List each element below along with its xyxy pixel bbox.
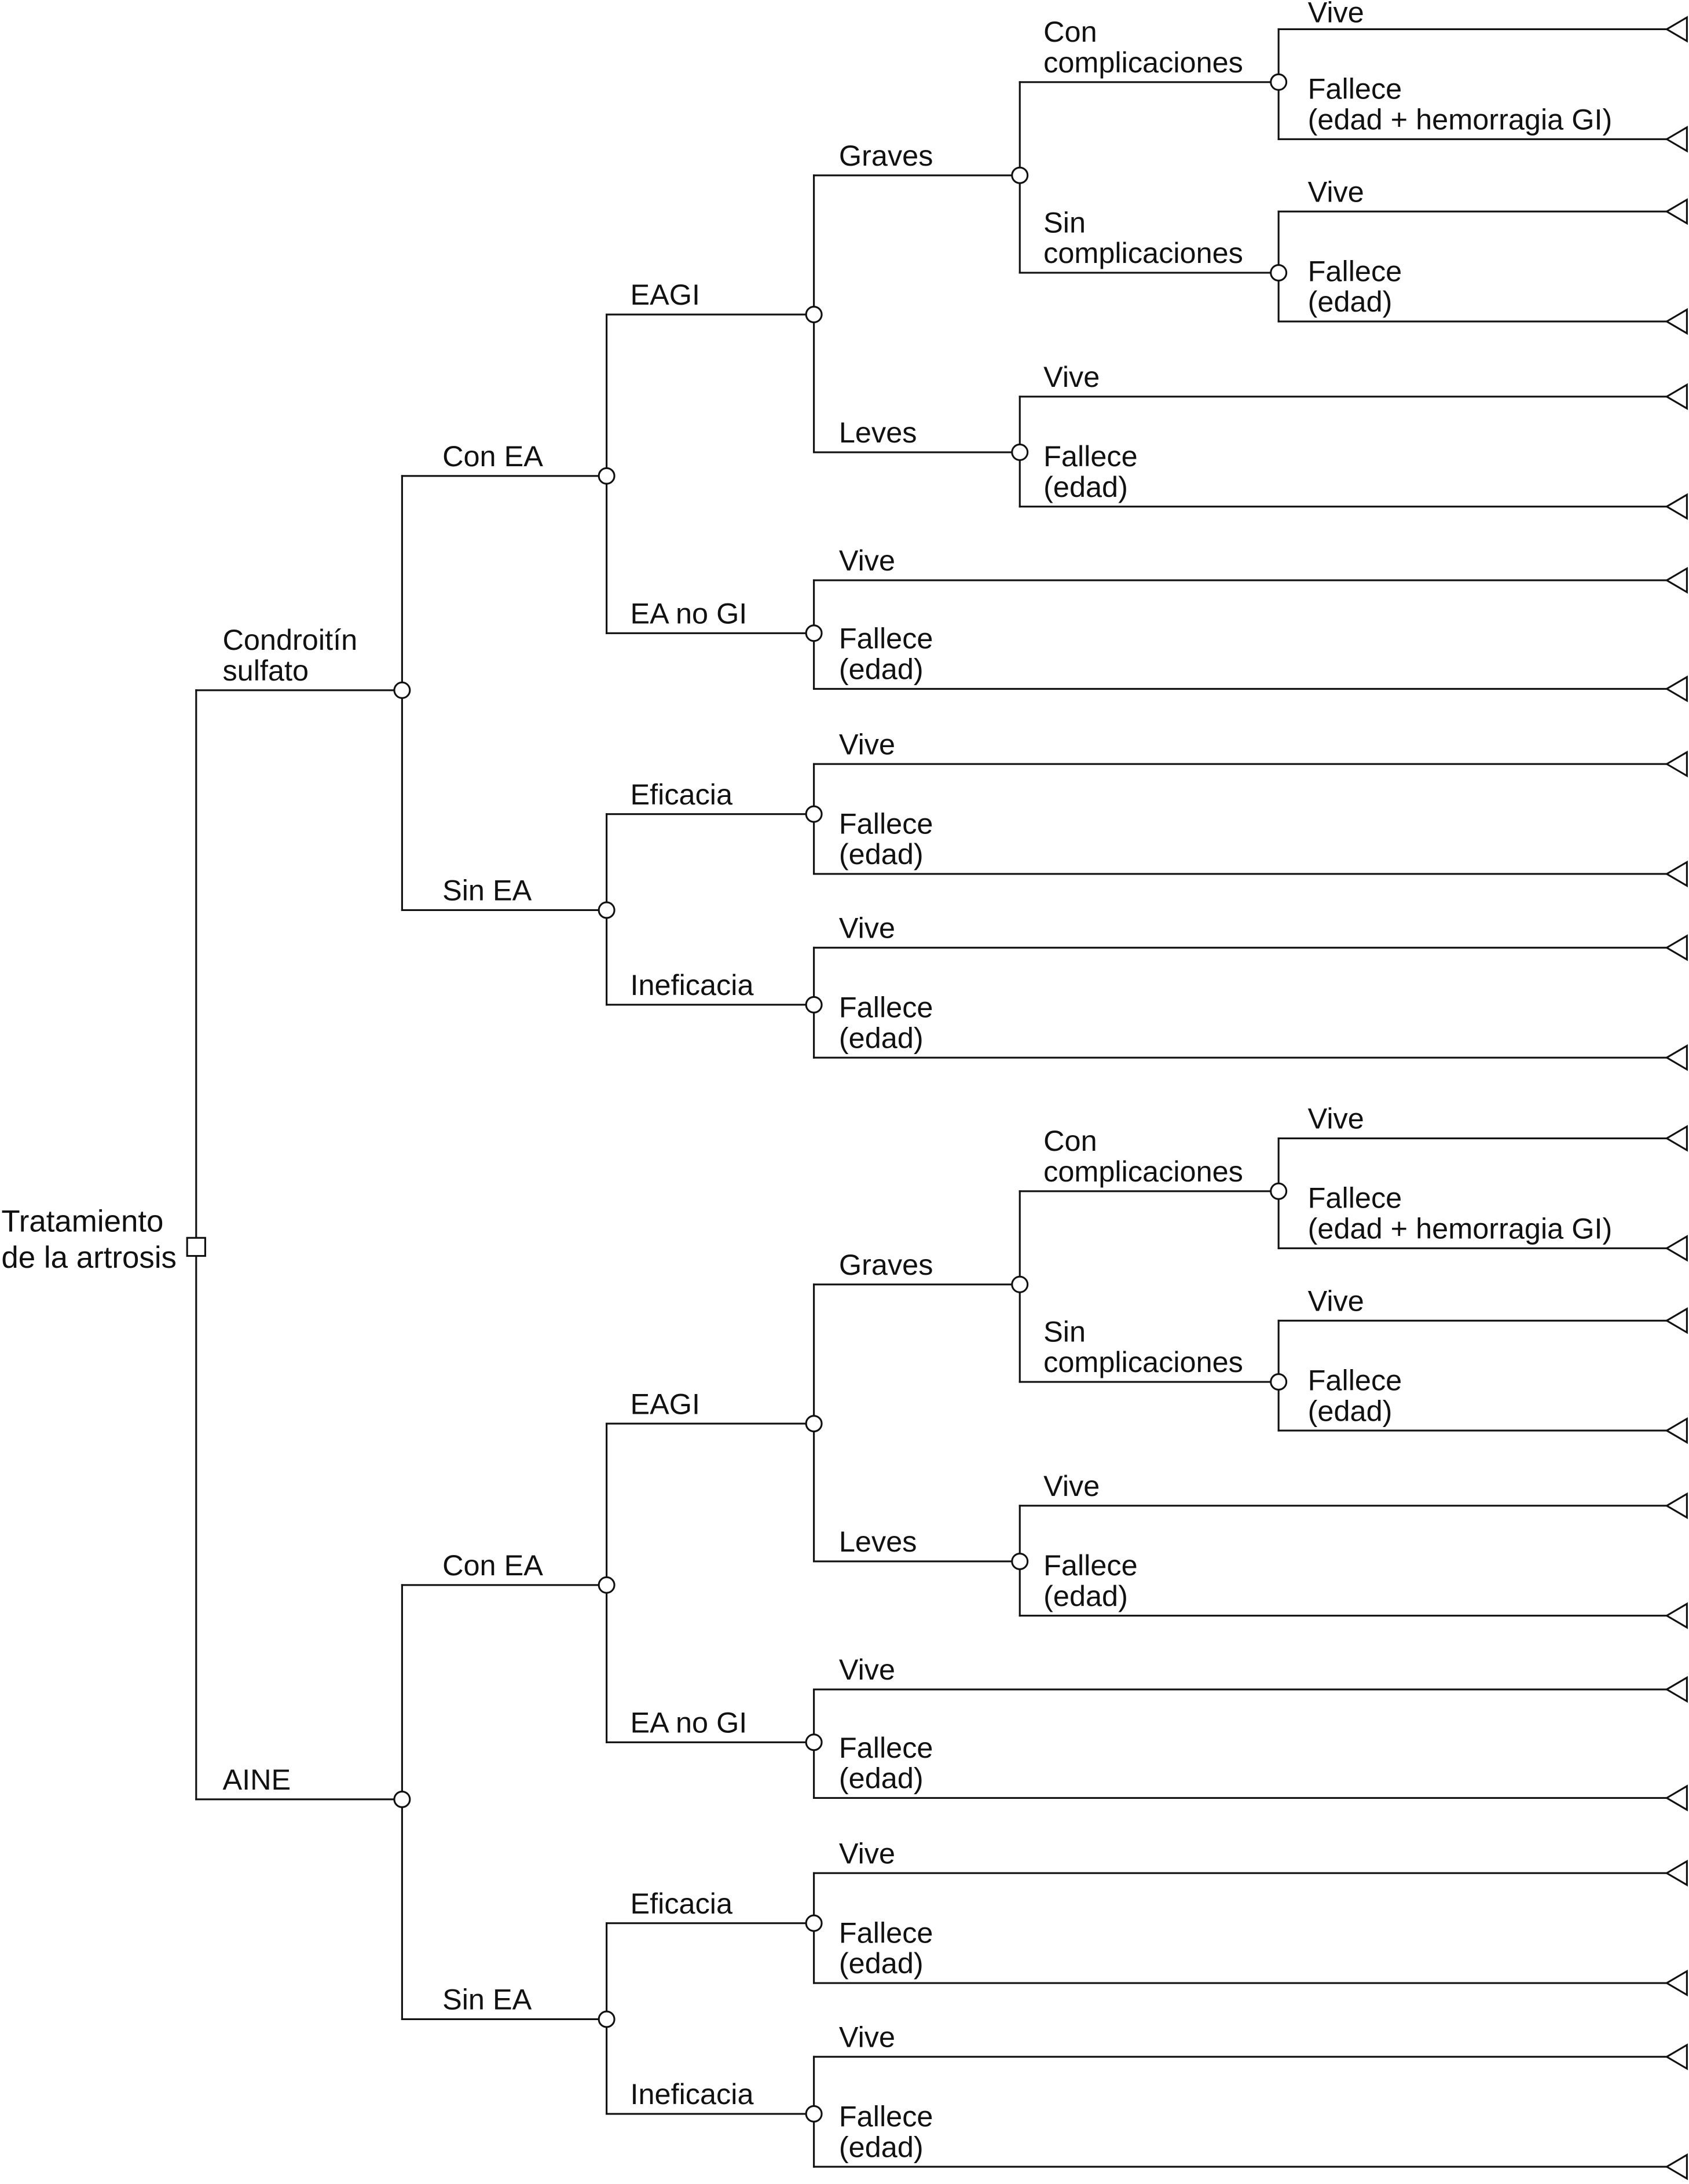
branch-label-fallece-edad	[839, 807, 933, 870]
branch-label-vive	[839, 727, 895, 760]
decision-node	[187, 1238, 205, 1256]
branch-label-vive	[839, 1837, 895, 1870]
label-text: complicaciones	[1043, 236, 1243, 270]
label-text: Leves	[838, 416, 917, 449]
label-text: (edad)	[838, 652, 924, 686]
label-text: AINE	[222, 1763, 291, 1797]
label-text: Fallece	[838, 1916, 933, 1949]
chance-node	[394, 682, 410, 698]
branch-label-fallece-edad	[839, 1916, 933, 1980]
label-text: EA no GI	[630, 597, 748, 630]
label-text: Vive	[1307, 1284, 1364, 1318]
chance-node	[1271, 265, 1287, 281]
label-text: Fallece	[838, 1731, 933, 1764]
label-text: (edad)	[1307, 285, 1393, 319]
label-text: Con EA	[442, 1548, 543, 1582]
chance-node	[806, 1416, 822, 1432]
label-text: Sin EA	[442, 1982, 532, 2016]
branch-label-ea-no-gi	[630, 597, 747, 630]
chance-node	[599, 468, 614, 484]
label-text: Eficacia	[630, 1886, 733, 1920]
branch-label-vive	[839, 544, 895, 577]
branch-label-con-ea	[442, 440, 543, 473]
chance-node	[806, 1735, 822, 1750]
label-text: Fallece	[1307, 72, 1402, 105]
branch-label-vive	[1308, 0, 1364, 28]
label-text: Vive	[838, 1837, 896, 1870]
label-text: (edad)	[838, 1947, 924, 1980]
chance-node	[1012, 1554, 1028, 1570]
label-text: Ineficacia	[630, 968, 754, 1002]
label-text: Fallece	[838, 990, 933, 1024]
label-text: Ineficacia	[630, 2077, 754, 2111]
label-text: Tratamiento	[1, 1204, 164, 1239]
branch-label-sin-ea	[442, 1983, 532, 2016]
label-text: Leves	[838, 1525, 917, 1559]
label-text: (edad)	[1043, 1579, 1128, 1612]
branch-label-ea-no-gi	[630, 1706, 747, 1739]
label-text: Sin	[1043, 206, 1086, 239]
label-text: Fallece	[1307, 1363, 1402, 1397]
label-text: (edad + hemorragia GI)	[1307, 1212, 1613, 1245]
branch-label-vive	[839, 2021, 895, 2054]
branch-label-leves	[839, 1525, 917, 1558]
label-text: (edad)	[838, 2130, 924, 2164]
label-text: complicaciones	[1043, 45, 1243, 79]
label-text: Eficacia	[630, 777, 733, 811]
label-text: Vive	[838, 2020, 896, 2054]
label-text: Vive	[1307, 175, 1364, 208]
label-text: Con	[1043, 15, 1097, 49]
label-text: Vive	[838, 911, 896, 945]
chance-node	[599, 2011, 614, 2027]
label-text: Sin	[1043, 1315, 1086, 1348]
label-text: Con EA	[442, 439, 543, 473]
chance-node	[806, 997, 822, 1012]
label-text: (edad)	[838, 1021, 924, 1055]
branch-label-fallece-edad	[1043, 1549, 1138, 1612]
branch-label-fallece-edad	[1308, 254, 1402, 318]
branch-label-fallece-edad	[839, 1731, 933, 1795]
label-text: EAGI	[630, 278, 700, 312]
branch-label-sin-ea	[442, 874, 532, 907]
chance-node	[1271, 1183, 1287, 1199]
label-text: (edad)	[838, 1761, 924, 1795]
label-text: de la artrosis	[1, 1240, 177, 1275]
branch-label-vive	[1043, 1469, 1100, 1502]
label-text: (edad)	[1043, 470, 1128, 503]
branch-label-graves	[839, 139, 933, 172]
branch-label-ineficacia	[630, 968, 754, 1001]
chance-node	[806, 1915, 822, 1931]
branch-label-vive	[1308, 1284, 1364, 1317]
chance-node	[1271, 74, 1287, 90]
branch-label-fallece-edad	[839, 622, 933, 686]
label-text: Vive	[838, 1653, 896, 1687]
chance-node	[599, 1577, 614, 1593]
branch-label-vive	[839, 912, 895, 945]
label-text: complicaciones	[1043, 1345, 1243, 1379]
branch-label-vive	[1043, 360, 1100, 393]
label-text: EA no GI	[630, 1706, 748, 1739]
label-text: Fallece	[1043, 439, 1138, 473]
label-text: Vive	[838, 727, 896, 761]
branch-label-fallece-edad	[839, 990, 933, 1054]
chance-node	[394, 1791, 410, 1807]
chance-node	[806, 2106, 822, 2121]
label-text: Con	[1043, 1124, 1097, 1158]
branch-label-ineficacia	[630, 2077, 754, 2110]
label-text: EAGI	[630, 1387, 700, 1421]
branch-label-eficacia	[630, 778, 733, 811]
label-text: Sin EA	[442, 873, 532, 907]
branch-label-graves	[839, 1248, 933, 1281]
chance-node	[1271, 1374, 1287, 1390]
branch-label-vive	[1308, 175, 1364, 208]
label-text: (edad + hemorragia GI)	[1307, 103, 1613, 136]
label-text: Fallece	[838, 807, 933, 840]
label-text: (edad)	[838, 837, 924, 871]
label-text: sulfato	[222, 653, 309, 687]
chance-node	[599, 902, 614, 918]
branch-label-fallece-edad	[1308, 1363, 1402, 1427]
chance-node	[806, 625, 822, 641]
branch-label-eagi	[630, 1387, 700, 1420]
branch-label-eagi	[630, 278, 700, 311]
branch-label-aine	[222, 1763, 291, 1796]
label-text: Vive	[1307, 1102, 1364, 1135]
label-text: Fallece	[1043, 1548, 1138, 1582]
label-text: Graves	[838, 1248, 933, 1281]
label-text: Condroitín	[222, 623, 358, 657]
label-text: Vive	[1043, 1469, 1100, 1503]
chance-node	[806, 307, 822, 323]
chance-node	[806, 806, 822, 822]
branch-label-vive	[1308, 1102, 1364, 1135]
branch-label-fallece-edad	[839, 2100, 933, 2164]
label-text: Vive	[1043, 360, 1100, 394]
chance-node	[1012, 444, 1028, 460]
chance-node	[1012, 1276, 1028, 1292]
branch-label-leves	[839, 416, 917, 449]
label-text: (edad)	[1307, 1394, 1393, 1428]
label-text: Fallece	[1307, 254, 1402, 288]
branch-label-vive	[839, 1653, 895, 1686]
label-text: Fallece	[838, 2099, 933, 2133]
label-text: complicaciones	[1043, 1155, 1243, 1188]
branch-label-eficacia	[630, 1887, 733, 1920]
branch-label-con-ea	[442, 1549, 543, 1582]
label-text: Fallece	[1307, 1181, 1402, 1214]
label-text: Fallece	[838, 621, 933, 655]
label-text: Vive	[1307, 0, 1364, 29]
label-text: Vive	[838, 544, 896, 577]
branch-label-fallece-edad	[1043, 440, 1138, 503]
label-text: Graves	[838, 138, 933, 172]
chance-node	[1012, 167, 1028, 183]
